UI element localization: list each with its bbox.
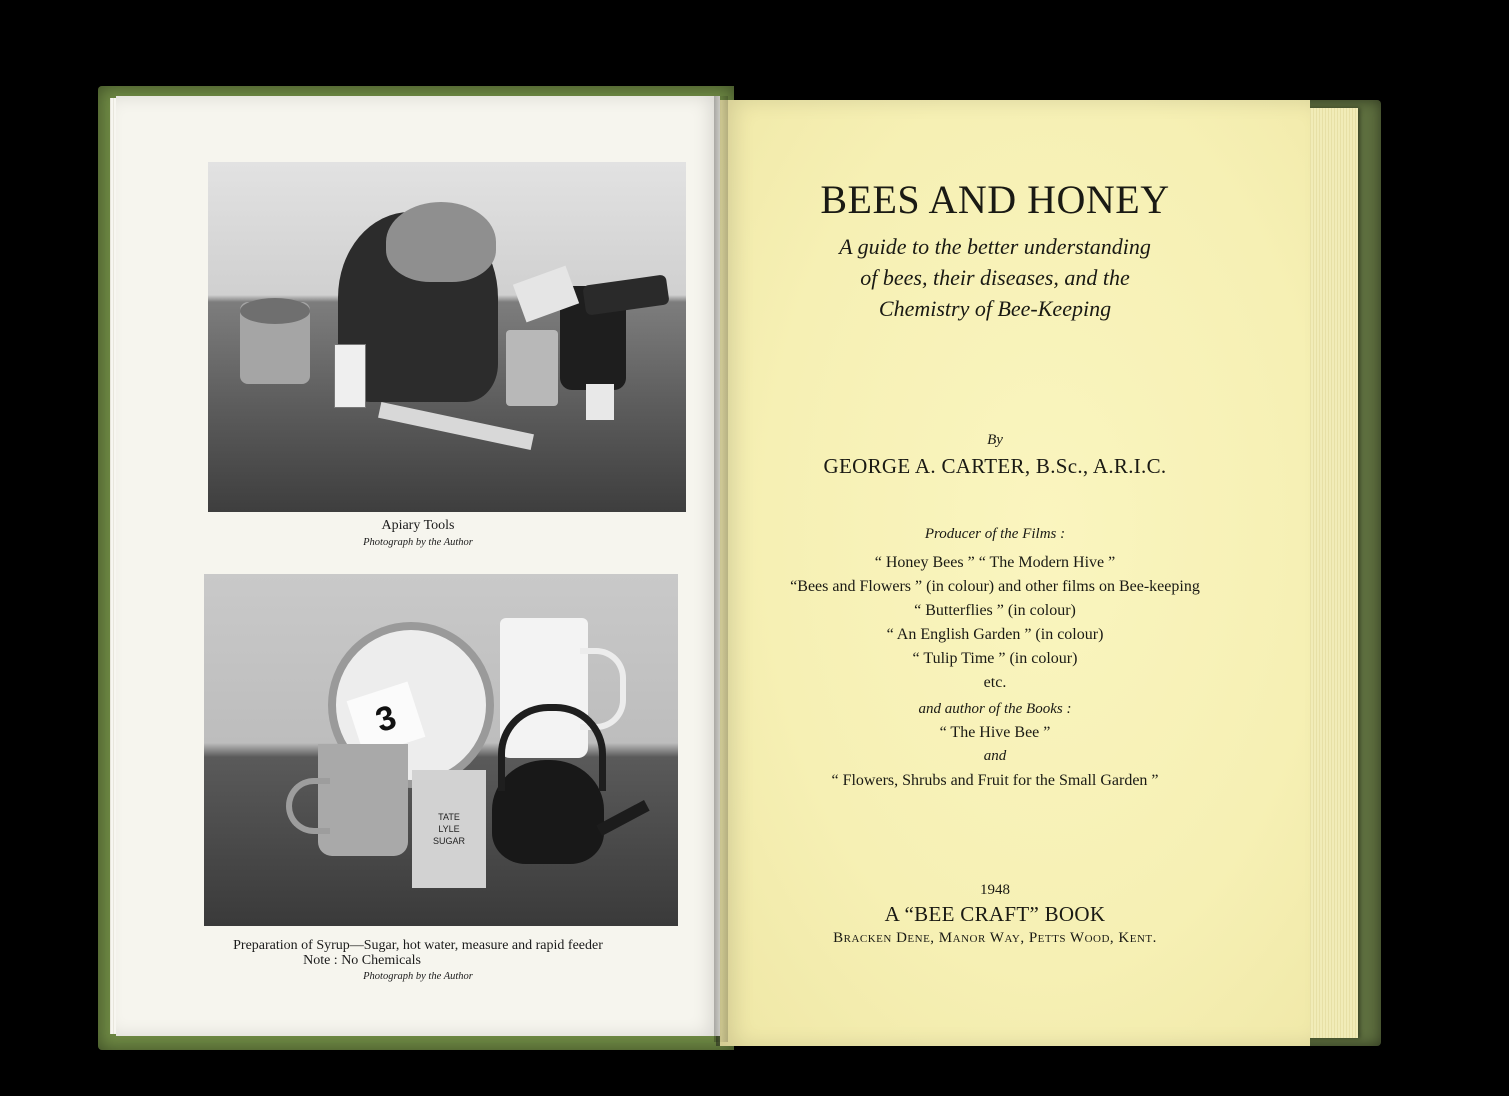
book-1: “ The Hive Bee ” xyxy=(939,724,1051,741)
photo1-credit: Photograph by the Author xyxy=(363,537,473,548)
by-label: By xyxy=(987,432,1003,448)
kettle-spout xyxy=(596,800,649,836)
photo2-note: Note : No Chemicals xyxy=(303,953,421,968)
photo-apiary-tools xyxy=(208,162,686,512)
photo-syrup-preparation xyxy=(204,574,678,926)
small-box xyxy=(586,384,614,420)
author-name: GEORGE A. CARTER, B.Sc., A.R.I.C. xyxy=(823,454,1167,478)
subtitle-line-3: Chemistry of Bee-Keeping xyxy=(878,296,1112,321)
film-line-3: “ Butterflies ” (in colour) xyxy=(914,602,1076,619)
imprint: A “BEE CRAFT” BOOK xyxy=(884,902,1106,926)
book-2: “ Flowers, Shrubs and Fruit for the Small Garden ” xyxy=(831,772,1159,789)
bee-hat xyxy=(386,202,496,282)
hive-tool xyxy=(378,402,534,450)
producer-label: Producer of the Films : xyxy=(924,526,1066,542)
tin-lid xyxy=(240,298,310,324)
publisher-address: Bracken Dene, Manor Way, Petts Wood, Kent. xyxy=(833,930,1157,946)
kettle-handle xyxy=(498,704,606,791)
photo2-caption: Preparation of Syrup—Sugar, hot water, measure and rapid feeder xyxy=(233,938,603,953)
photo2-credit: Photograph by the Author xyxy=(363,971,473,982)
matchbox xyxy=(334,344,366,408)
cloth-bundle xyxy=(506,330,558,406)
card-number: 3 xyxy=(370,697,401,740)
photo1-caption: Apiary Tools xyxy=(381,518,455,533)
smoker-nozzle xyxy=(582,274,669,315)
sugar-box xyxy=(412,770,486,888)
measure-cup xyxy=(318,744,408,856)
film-line-6: etc. xyxy=(983,674,1007,691)
film-line-1: “ Honey Bees ” “ The Modern Hive ” xyxy=(874,554,1116,571)
film-line-4: “ An English Garden ” (in colour) xyxy=(886,626,1104,643)
subtitle-line-2: of bees, their diseases, and the xyxy=(860,265,1130,290)
publication-year: 1948 xyxy=(980,882,1010,898)
book-title: BEES AND HONEY xyxy=(820,177,1170,222)
subtitle-line-1: A guide to the better understanding xyxy=(839,234,1151,259)
books-label: and author of the Books : xyxy=(918,701,1072,717)
cup-handle xyxy=(286,778,330,834)
film-line-5: “ Tulip Time ” (in colour) xyxy=(912,650,1078,667)
sugar-box-label: TATE LYLE SUGAR xyxy=(432,812,465,846)
and-label: and xyxy=(983,748,1007,764)
film-line-2: “Bees and Flowers ” (in colour) and other films on Bee-keeping xyxy=(790,578,1200,595)
